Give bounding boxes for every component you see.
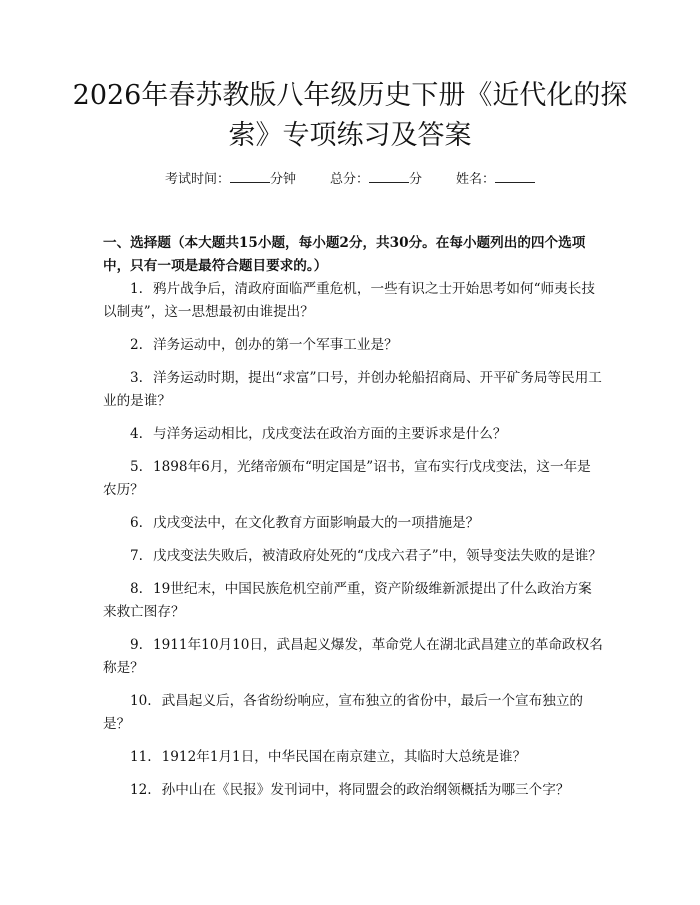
question-number: 3. — [130, 370, 143, 386]
question-number: 8. — [130, 581, 143, 597]
question-text: 武昌起义后，各省纷纷响应，宣布独立的省份中，最后一个宣布独立的是？ — [103, 693, 584, 732]
question-number: 1. — [130, 281, 143, 297]
question-item — [103, 779, 603, 802]
name-blank — [495, 170, 535, 183]
question-item — [103, 367, 603, 413]
question-text: 1912年1月1日，中华民国在南京建立，其临时大总统是谁？ — [161, 749, 527, 765]
question-number: 12. — [130, 782, 152, 798]
question-item — [103, 334, 603, 357]
question-text: 1898年6月，光绪帝颁布“明定国是”诏书，宣布实行戊戌变法，这一年是农历？ — [103, 459, 591, 498]
exam-info-line — [0, 170, 700, 189]
question-item — [103, 746, 603, 769]
question-number: 10. — [130, 693, 152, 709]
total-score-blank — [369, 170, 409, 183]
question-item — [103, 634, 603, 680]
question-text: 洋务运动时期，提出“求富”口号，并创办轮船招商局、开平矿务局等民用工业的是谁？ — [103, 370, 602, 409]
total-score-unit: 分 — [409, 172, 423, 187]
question-number: 9. — [130, 637, 143, 653]
question-number: 5. — [130, 459, 143, 475]
document-title: 2026年春苏教版八年级历史下册《近代化的探索》专项练习及答案 — [72, 80, 628, 151]
question-item — [103, 512, 603, 535]
question-item — [103, 423, 603, 446]
question-number: 2. — [130, 337, 143, 353]
question-item — [103, 578, 603, 624]
question-text: 孙中山在《民报》发刊词中，将同盟会的政治纲领概括为哪三个字？ — [161, 782, 570, 798]
exam-time-label: 考试时间： — [164, 172, 230, 187]
total-score-label: 总分： — [329, 172, 369, 187]
exam-time-unit: 分钟 — [269, 172, 296, 187]
section-heading: 一、选择题（本大题共15小题，每小题2分，共30分。在每小题列出的四个选项中，只有一项是最符合题目要求的。） — [103, 235, 586, 274]
question-number: 11. — [130, 749, 152, 765]
question-list — [103, 278, 603, 812]
question-item — [103, 690, 603, 736]
question-text: 19世纪末，中国民族危机空前严重，资产阶级维新派提出了什么政治方案来救亡图存？ — [103, 581, 592, 620]
question-item — [103, 456, 603, 502]
question-text: 1911年10月10日，武昌起义爆发，革命党人在湖北武昌建立的革命政权名称是？ — [103, 637, 603, 676]
question-text: 洋务运动中，创办的第一个军事工业是？ — [152, 337, 398, 353]
question-number: 6. — [130, 515, 143, 531]
question-item — [103, 545, 603, 568]
name-label: 姓名： — [456, 172, 496, 187]
question-text: 与洋务运动相比，戊戌变法在政治方面的主要诉求是什么？ — [152, 426, 507, 442]
exam-time-blank — [230, 170, 270, 183]
question-text: 戊戌变法中，在文化教育方面影响最大的一项措施是？ — [152, 515, 480, 531]
question-item — [103, 278, 603, 324]
question-number: 4. — [130, 426, 143, 442]
question-text: 戊戌变法失败后，被清政府处死的“戊戌六君子”中，领导变法失败的是谁？ — [152, 548, 602, 564]
question-text: 鸦片战争后，清政府面临严重危机，一些有识之士开始思考如何“师夷长技以制夷”，这一思想最初由谁提出？ — [103, 281, 595, 320]
question-number: 7. — [130, 548, 143, 564]
